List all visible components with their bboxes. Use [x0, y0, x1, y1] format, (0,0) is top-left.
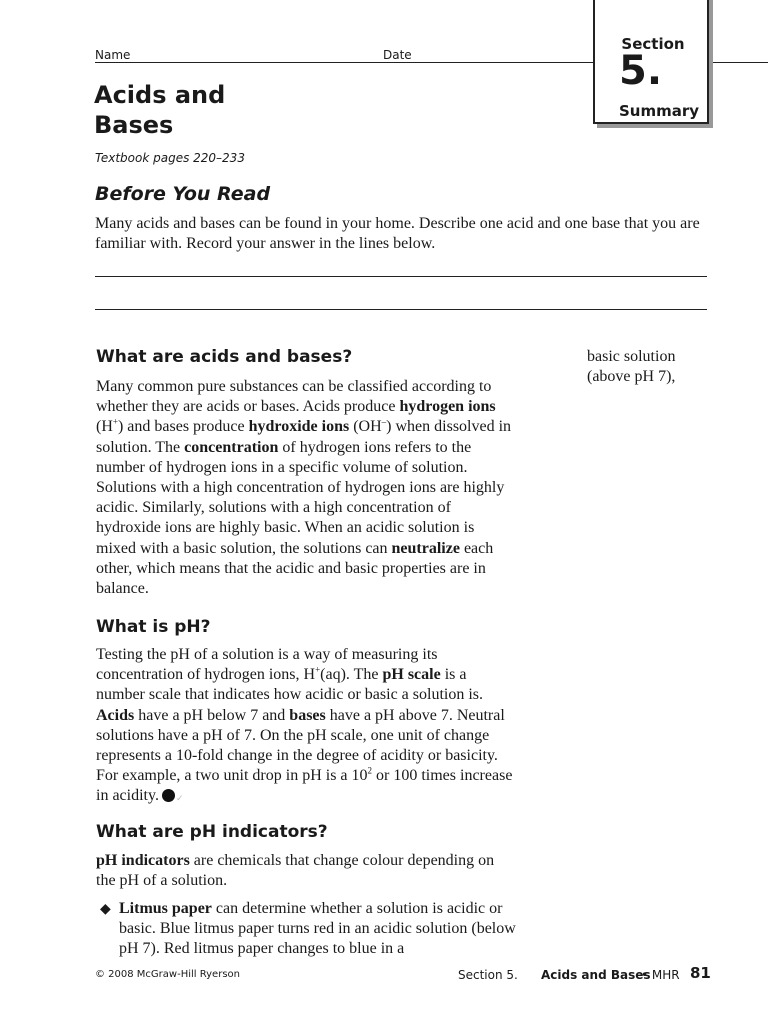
- footer-copyright: © 2008 McGraw-Hill Ryerson: [95, 969, 240, 980]
- term-concentration: concentration: [184, 438, 279, 456]
- term-litmus-paper: Litmus paper: [119, 900, 212, 917]
- name-label: Name: [95, 48, 131, 62]
- header-rule-right: [706, 62, 768, 63]
- before-you-read-heading: Before You Read: [95, 183, 271, 205]
- footer-publisher: • MHR: [641, 968, 680, 982]
- answer-line-2[interactable]: [95, 309, 707, 310]
- term-ph-indicators: pH indicators: [96, 852, 190, 869]
- section-number: 5.: [619, 48, 663, 94]
- litmus-bullet-text: Litmus paper can determine whether a solution is acidic or basic. Blue litmus paper turns red in an acidic solution (below pH 7). Red litmus paper changes to blue in a: [119, 900, 516, 958]
- ph-indicators-paragraph: pH indicators are chemicals that change colour depending on the pH of a solution.: [96, 852, 495, 890]
- page-title-line2: Bases: [94, 111, 174, 139]
- term-hydrogen-ions: hydrogen ions: [399, 398, 496, 416]
- section-word: Section: [621, 35, 685, 53]
- page-title: [94, 80, 294, 140]
- footer-title: Acids and Bases: [541, 968, 651, 982]
- answer-line-1[interactable]: [95, 276, 707, 277]
- footer-page-number: 81: [690, 964, 711, 982]
- term-bases: bases: [289, 706, 326, 724]
- diamond-bullet-icon: ◆: [100, 902, 111, 917]
- margin-note: basic solution (above pH 7),: [587, 348, 676, 385]
- before-you-read-text: Many acids and bases can be found in your home. Describe one acid and one base that you are familiar with. Record your answer in the lines below.: [95, 215, 700, 252]
- header-rule: [95, 62, 595, 63]
- page-title-line1: Acids and: [94, 81, 226, 109]
- footer-section: Section 5.: [458, 968, 518, 982]
- ph-paragraph: Testing the pH of a solution is a way of measuring its concentration of hydrogen ions, H+(aq). The pH scale is a number scale that indicates how acidic or basic a solution is. Acids have a pH below 7 and bases have a pH above 7. Neutral solutions have a pH of 7. On the pH scale, one unit of change represents a 10-fold change in the degree of acidity or basicity. For example, a two unit drop in pH is a $10^2$ or 100 times increase in acidity. ✓: [96, 645, 516, 809]
- ph-heading: What is pH?: [96, 617, 211, 637]
- acids-bases-heading: What are acids and bases?: [96, 347, 353, 367]
- term-hydroxide-ions: hydroxide ions: [248, 418, 350, 436]
- ph-indicators-heading: What are pH indicators?: [96, 822, 328, 842]
- date-label: Date: [383, 48, 412, 62]
- term-acids: Acids: [96, 706, 135, 724]
- summary-word: Summary: [618, 102, 700, 120]
- textbook-pages: Textbook pages 220–233: [95, 151, 245, 165]
- term-neutralize: neutralize: [391, 539, 460, 557]
- section-badge: [593, 0, 709, 124]
- term-ph-scale: pH scale: [382, 666, 441, 684]
- acids-bases-paragraph: Many common pure substances can be classified according to whether they are acids or bases. Acids produce hydrogen ions (H+) and bases produce hydroxide ions (OH–) when dissolved in solution. The concentration of hydrogen ions refers to the number of hydrogen ions in a specific volume of solution. Solutions with a high concentration of hydrogen ions are highly acidic. Similarly, solutions with a high concentration of hydroxide ions are highly basic. When an acidic solution is mixed with a basic solution, the solutions can neutralize each other, which means that the acidic and basic properties are in balance.: [96, 378, 512, 598]
- reading-check-dot-icon: [162, 789, 175, 802]
- check-mark-icon: ✓: [175, 793, 184, 804]
